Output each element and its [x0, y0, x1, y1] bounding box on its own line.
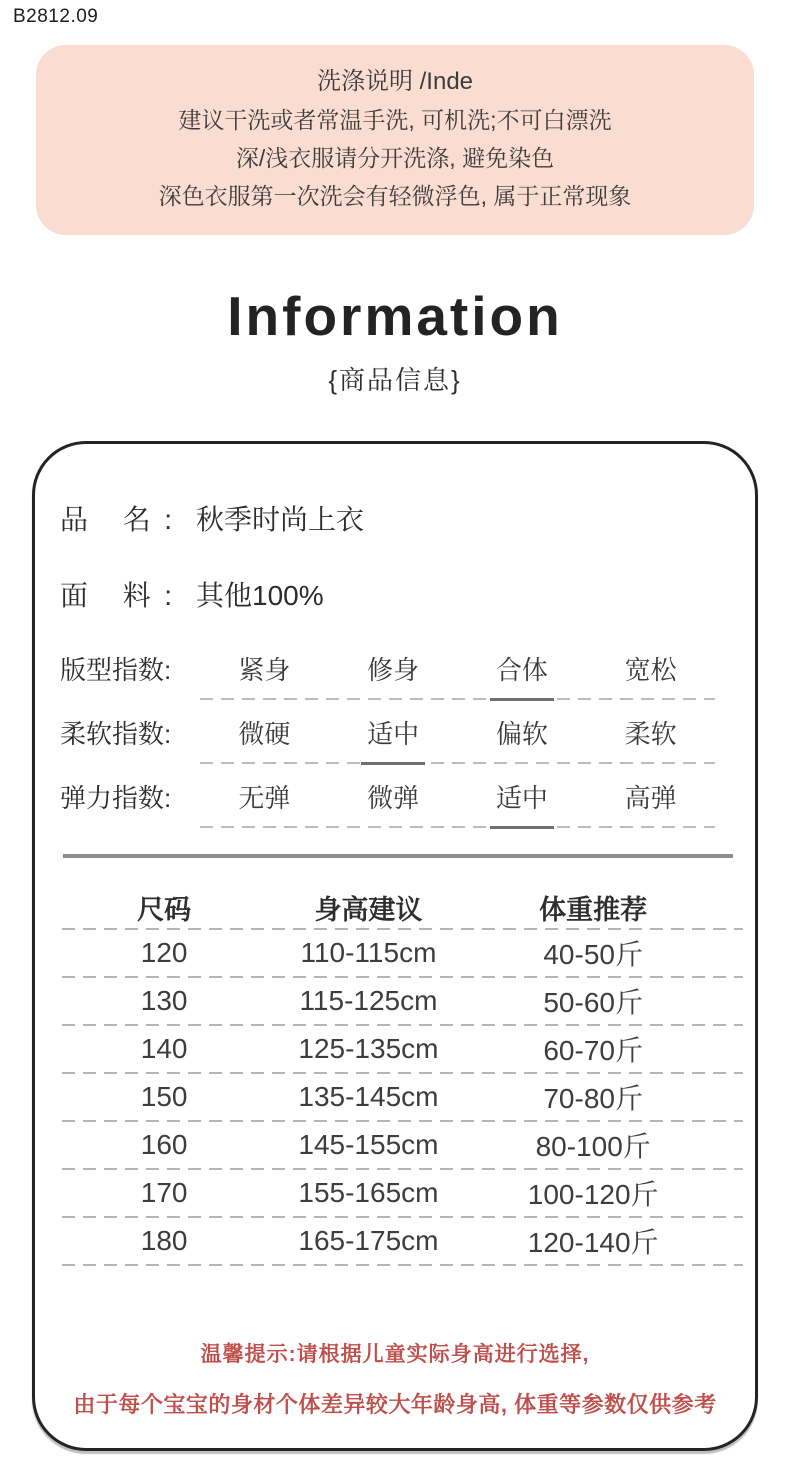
information-subtitle: {商品信息}: [328, 365, 462, 395]
size-table-header-row: [62, 886, 743, 928]
size-row: [62, 1074, 743, 1120]
elasticity-option: 微弹: [367, 783, 420, 813]
size-row: [62, 1122, 743, 1168]
weight-cell: 100-120斤: [527, 1179, 659, 1210]
softness-option: 微硬: [238, 719, 291, 749]
row-separator: [62, 1264, 743, 1266]
washing-instruction-line: 深色衣服第一次洗会有轻微浮色, 属于正常现象: [158, 183, 632, 209]
weight-cell: 80-100斤: [535, 1131, 651, 1162]
product-name-row: [60, 498, 715, 538]
softness-option-selected: 适中: [329, 714, 458, 751]
softness-index-row: [60, 714, 715, 764]
size-row: [62, 1170, 743, 1216]
height-header: 身高建议: [314, 894, 423, 925]
height-cell: 125-135cm: [298, 1033, 439, 1064]
fit-index-row: [60, 650, 715, 700]
size-row: [62, 1218, 743, 1264]
size-row: [62, 930, 743, 976]
fit-option: 修身: [367, 655, 420, 685]
size-cell: 160: [140, 1129, 188, 1160]
product-code: B2812.09: [13, 6, 99, 27]
size-chart-table: [35, 886, 755, 1266]
elasticity-index-label: 弹力指数:: [60, 783, 172, 813]
material-row: [60, 574, 715, 614]
weight-cell: 40-50斤: [543, 939, 643, 970]
weight-cell: 60-70斤: [543, 1035, 643, 1066]
product-name-label: 品 名:: [60, 504, 172, 535]
warning-line: 由于每个宝宝的身材个体差异较大年龄身高, 体重等参数仅供参考: [73, 1392, 717, 1417]
fit-option: 宽松: [624, 655, 677, 685]
size-row: [62, 1026, 743, 1072]
weight-header: 体重推荐: [539, 894, 648, 925]
size-cell: 180: [140, 1225, 188, 1256]
size-cell: 140: [140, 1033, 188, 1064]
fit-index-options: [200, 650, 715, 700]
softness-index-label: 柔软指数:: [60, 719, 172, 749]
elasticity-index-options: [200, 778, 715, 828]
height-cell: 165-175cm: [298, 1225, 439, 1256]
fit-index-label: 版型指数:: [60, 655, 172, 685]
washing-instructions-box: [36, 45, 754, 235]
size-cell: 150: [140, 1081, 188, 1112]
material-value: 其他100%: [196, 580, 324, 611]
softness-option: 柔软: [624, 719, 677, 749]
size-cell: 120: [140, 937, 188, 968]
product-name-value: 秋季时尚上衣: [196, 504, 365, 535]
weight-cell: 50-60斤: [543, 987, 643, 1018]
size-row: [62, 978, 743, 1024]
size-cell: 130: [140, 985, 188, 1016]
height-cell: 110-115cm: [300, 937, 437, 968]
washing-instructions-title: 洗涤说明 /Inde: [316, 68, 474, 95]
index-scales: [35, 650, 755, 828]
height-cell: 115-125cm: [299, 985, 438, 1016]
softness-option: 偏软: [495, 719, 548, 749]
size-warning-note: [35, 1338, 755, 1419]
softness-index-options: [200, 714, 715, 764]
section-divider: [63, 854, 733, 858]
height-cell: 155-165cm: [298, 1177, 439, 1208]
height-cell: 145-155cm: [298, 1129, 439, 1160]
product-info-card: [32, 441, 758, 1451]
size-header: 尺码: [137, 894, 192, 925]
fit-option-selected: 合体: [458, 650, 587, 687]
material-label: 面 料:: [60, 580, 172, 611]
washing-instruction-line: 深/浅衣服请分开洗涤, 避免染色: [235, 145, 555, 171]
elasticity-option: 无弹: [238, 783, 291, 813]
washing-instruction-line: 建议干洗或者常温手洗, 可机洗;不可白漂洗: [178, 107, 612, 133]
elasticity-index-row: [60, 778, 715, 828]
elasticity-option-selected: 适中: [458, 778, 587, 815]
height-cell: 135-145cm: [298, 1081, 439, 1112]
information-header: [0, 285, 790, 397]
size-cell: 170: [140, 1177, 188, 1208]
weight-cell: 70-80斤: [543, 1083, 643, 1114]
warning-line: 温馨提示:请根据儿童实际身高进行选择,: [200, 1343, 590, 1366]
fit-option: 紧身: [238, 655, 291, 685]
information-title: Information: [227, 285, 563, 347]
elasticity-option: 高弹: [624, 783, 677, 813]
weight-cell: 120-140斤: [527, 1227, 659, 1258]
